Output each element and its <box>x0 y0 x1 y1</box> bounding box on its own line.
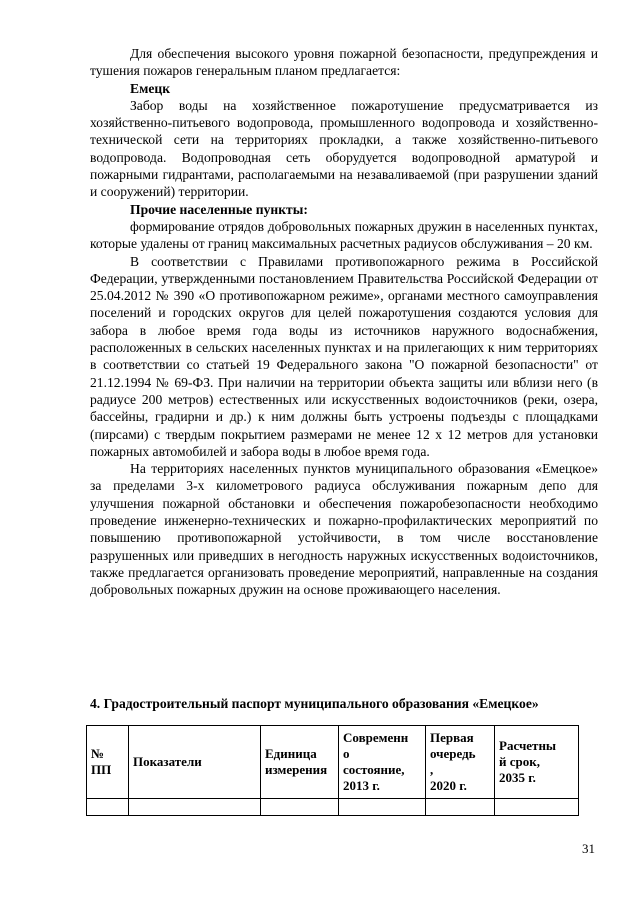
paragraph: На территориях населенных пунктов муниципального образования «Емецкое» за пределами 3-х километрового радиуса обслуживания пожарным депо для улучшения пожарной обстановки и обеспечения пожаробезопасности необходимо проведение инженерно-технических и пожарно-профилактических мероприятий по повышению противопожарной устойчивости, в том числе восстановление разрушенных или приведших в негодность наружных искусственных водоисточников, также предлагается организовать проведение мероприятий, направленные на создания добровольных пожарных дружин на основе проживающего населения. <box>90 461 598 598</box>
table-row <box>87 799 579 816</box>
table-cell <box>426 799 495 816</box>
header-cell-unit: Единица измерения <box>261 726 339 799</box>
page-number: 31 <box>582 841 595 856</box>
paragraph: формирование отрядов добровольных пожарных дружин в населенных пунктах, которые удалены от границ максимальных расчетных радиусов обслуживания – 20 км. <box>90 218 598 252</box>
passport-table <box>86 725 579 816</box>
table-cell <box>261 799 339 816</box>
header-cell-first-stage: Первая очередь , 2020 г. <box>426 726 495 799</box>
header-cell-number: № ПП <box>87 726 129 799</box>
section-heading: 4. Градостроительный паспорт муниципального образования «Емецкое» <box>90 696 539 711</box>
paragraph: Для обеспечения высокого уровня пожарной безопасности, предупреждения и тушения пожаров генеральным планом предлагается: <box>90 46 598 79</box>
header-cell-estimated-term: Расчетны й срок, 2035 г. <box>495 726 579 799</box>
header-cell-indicators: Показатели <box>129 726 261 799</box>
table-cell <box>495 799 579 816</box>
subheading: Прочие населенные пункты: <box>130 201 308 217</box>
table-cell <box>339 799 426 816</box>
paragraph: Забор воды на хозяйственное пожаротушение предусматривается из хозяйственно-питьевого водопровода, промышленного водопровода и хозяйственно-технической сети на территориях прокладки, а также хозяйственно-питьевого водопровода. Водопроводная сеть оборудуется водопроводной арматурой и пожарными гидрантами, располагаемыми на незаваливаемой (при разрушении зданий и сооружений) территории. <box>90 97 598 200</box>
table-cell <box>129 799 261 816</box>
body-text <box>90 45 598 599</box>
table-header-row <box>87 726 579 799</box>
header-cell-current-state: Современн о состояние, 2013 г. <box>339 726 426 799</box>
subheading: Емецк <box>130 80 171 96</box>
table-cell <box>87 799 129 816</box>
paragraph: В соответствии с Правилами противопожарного режима в Российской Федерации, утвержденными постановлением Правительства Российской Федерации от 25.04.2012 № 390 «О противопожарном режиме», органами местного самоуправления поселений и городских округов для целей пожаротушения создаются условия для забора в любое время года воды из источников наружного водоснабжения, расположенных в сельских населенных пунктах и на прилегающих к ним территориях в соответствии со статьей 19 Федерального закона "О пожарной безопасности" от 21.12.1994 № 69-ФЗ. При наличии на территории объекта защиты или вблизи него (в радиусе 200 метров) естественных или искусственных водоисточников (реки, озера, бассейны, градирни и др.) к ним должны быть устроены подъезды с площадками (пирсами) с твердым покрытием размерами не менее 12 х 12 метров для установки пожарных автомобилей и забора воды в любое время года. <box>90 253 598 459</box>
